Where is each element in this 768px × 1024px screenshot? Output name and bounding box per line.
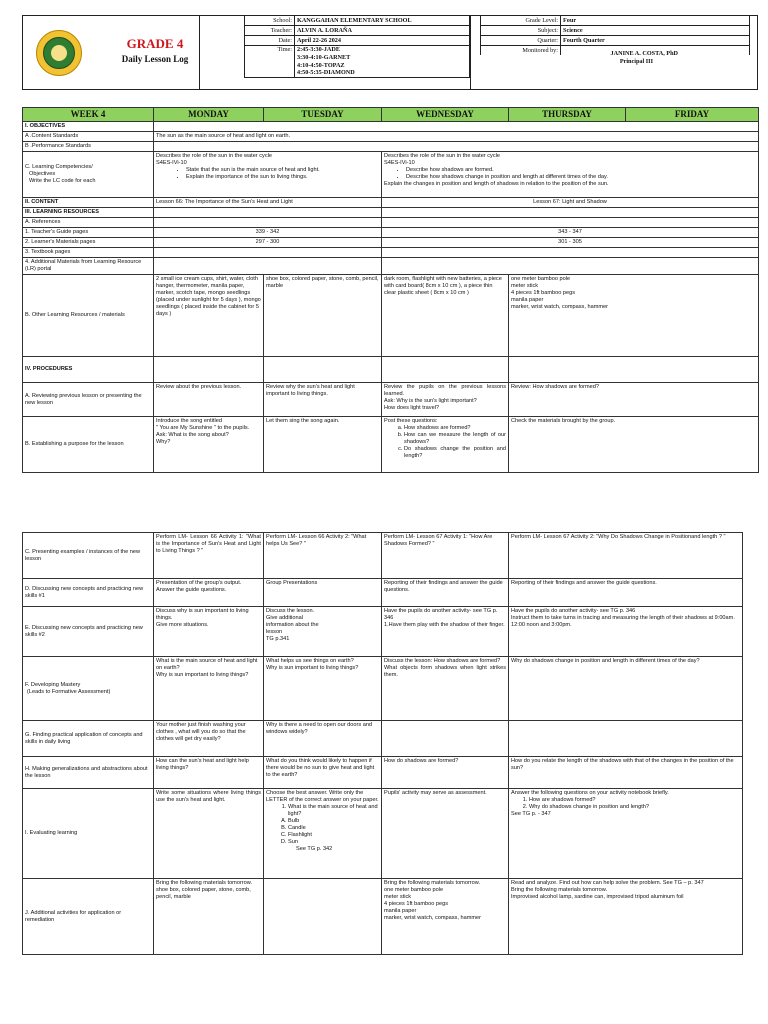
procedure-e-row — [23, 607, 743, 657]
procedure-f-monday — [154, 657, 264, 721]
procedure-c-label: C. Presenting examples / instances of the new lesson — [23, 533, 154, 579]
answer-option: B. Candle — [288, 825, 379, 832]
monitor-name: JANINE A. COSTA, PhD — [610, 50, 678, 57]
procedure-d-thursday: Reporting of their findings and answer the guide questions. — [509, 579, 743, 607]
textbook-row — [23, 248, 759, 258]
grade-title: GRADE 4 — [126, 36, 184, 51]
performance-standards-row — [23, 142, 759, 152]
procedure-i-label: I. Evaluating learning — [23, 789, 154, 879]
competency-text: Explain the changes in position and length of shadows in relation to the position of the sun. — [384, 181, 609, 188]
procedures-label: IV. PROCEDURES — [23, 357, 154, 383]
other-resources-wednesday: dark room, flashlight with new batteries, a piece with card board( 8cm x 10 cm ), a piece thin clear plastic sheet ( 8cm x 10 cm ) — [382, 275, 509, 357]
time-slot: 4:50-5:35-DIAMOND — [297, 69, 355, 77]
procedure-text: Bring the following materials tomorrow. — [511, 886, 608, 893]
material-item: manila paper — [511, 297, 544, 304]
monday-header: MONDAY — [154, 108, 264, 122]
procedure-text: How does light travel? — [384, 405, 440, 412]
competencies-mon-tue — [154, 152, 382, 198]
procedure-text: Ask: Why is the sun's light important? — [384, 398, 477, 405]
procedure-j-row — [23, 879, 743, 955]
procedure-h-tuesday: What do you think would likely to happen if there would be no sun to give heat and light to the earth? — [264, 757, 382, 789]
procedure-j-monday — [154, 879, 264, 955]
content-label: II. CONTENT — [23, 198, 154, 208]
procedure-text: shoe box, colored paper, stone, comb, pencil, marble — [156, 886, 251, 900]
procedure-text: TG p.341 — [266, 635, 290, 642]
time-slot: 4:10-4:50-TOPAZ — [297, 61, 345, 69]
lesson-table-page-2 — [22, 532, 743, 955]
material-item: 4 pieces 1ft bamboo pegs — [384, 900, 449, 907]
procedure-i-thursday — [509, 789, 743, 879]
procedure-f-label — [23, 657, 154, 721]
procedure-j-wednesday — [382, 879, 509, 955]
header-info-right — [480, 15, 750, 55]
references-label: A. References — [23, 218, 154, 228]
competencies-label-line: Objectives — [29, 171, 56, 178]
procedure-b-row — [23, 417, 759, 473]
procedure-text: Instruct them to take turns in tracing and measuring the length of their shadows at 9:00am. 12:00 noon and 3:00pm. — [511, 614, 735, 628]
learners-materials-pages-66: 297 - 300 — [154, 238, 382, 248]
procedure-text: Answer the guide questions. — [156, 586, 227, 593]
competencies-label-line: C. Learning Competencies/ — [25, 164, 93, 171]
content-standards-row — [23, 132, 759, 142]
monitor-block — [470, 50, 758, 66]
learners-materials-row — [23, 238, 759, 248]
textbook-label: 3. Textbook pages — [23, 248, 154, 258]
competency-text: Describes the role of the sun in the water cycle — [156, 153, 272, 160]
procedure-b-thursday: Check the materials brought by the group. — [509, 417, 759, 473]
school-label: School: — [245, 16, 295, 26]
teachers-guide-row — [23, 228, 759, 238]
procedure-e-tuesday — [264, 607, 382, 657]
procedure-text: Review the pupils on the previous lessons learned. — [384, 384, 506, 398]
procedure-text: What helps us see things on earth? — [266, 658, 354, 664]
competencies-label-line: Write the LC code for each — [29, 178, 96, 185]
learning-resources-row — [23, 208, 759, 218]
procedure-text: Improvised alcohol lamp, sardine can, improvised tripod aluminum foil — [511, 893, 684, 900]
other-resources-monday: 2 small ice cream cups, shirt, water, cloth hanger, thermometer, manila paper, marker, scotch tape, mongo seedlings (placed under sunlight for 5 days ), mongo seedlings ( placed inside the cabinet for 5 days ) — [154, 275, 264, 357]
other-resources-row — [23, 275, 759, 357]
question-item: a. How shadows are formed? — [404, 425, 506, 432]
competency-text: Describes the role of the sun in the water cycle — [384, 153, 500, 160]
subject-label: Subject: — [481, 26, 561, 36]
answer-option: C. Flashlight — [288, 832, 379, 839]
other-resources-label: B. Other Learning Resources / materials — [23, 275, 154, 357]
procedure-e-thursday — [509, 607, 743, 657]
monitor-title: Principal III — [619, 57, 653, 65]
procedure-i-monday: Write some situations where living things use the sun's heat and light. — [154, 789, 264, 879]
procedure-text: 1.Have them play with the shadow of their finger. — [384, 621, 505, 628]
quarter-label: Quarter: — [481, 36, 561, 46]
procedure-a-label: A. Reviewing previous lesson or presenting the new lesson — [23, 383, 154, 417]
procedure-text: Discuss the lesson: How shadows are formed? — [384, 658, 501, 664]
procedure-text: See TG p. - 347 — [511, 810, 551, 817]
question-item: 1. What is the main source of heat and light? — [288, 804, 379, 818]
procedure-g-monday: Your mother just finish washing your clothes , what will you do so that the clothes will get dry easily? — [154, 721, 264, 757]
question-item: 2. Why do shadows change in position and length? — [529, 804, 740, 811]
procedure-i-row — [23, 789, 743, 879]
references-row — [23, 218, 759, 228]
question-item: c. Do shadows change the position and length? — [404, 446, 506, 460]
school-value: KANGGAHAN ELEMENTARY SCHOOL — [295, 16, 470, 26]
week-header: WEEK 4 — [23, 108, 154, 122]
other-resources-thursday — [509, 275, 759, 357]
procedure-text: Read and analyze. Find out how can help solve the problem. See TG – p. 347 — [511, 880, 704, 886]
procedure-h-row — [23, 757, 743, 789]
teacher-label: Teacher: — [245, 26, 295, 36]
material-item: 4 pieces 1ft bamboo pegs — [511, 290, 576, 297]
performance-standards-label: B .Performance Standards — [23, 142, 154, 152]
content-row — [23, 198, 759, 208]
procedure-e-label: E. Discussing new concepts and practicing new skills #2 — [23, 607, 154, 657]
procedure-label-line: F. Developing Mastery — [25, 681, 81, 688]
procedure-c-wednesday: Perform LM- Lesson 67 Activity 1: "How Are Shadows Formed? " — [382, 533, 509, 579]
procedure-f-thursday: Why do shadows change in position and length in different times of the day? — [509, 657, 743, 721]
procedure-text: Discuss why is sun important to living things. — [156, 608, 249, 621]
lesson-table-page-1 — [22, 107, 759, 473]
material-item: one meter bamboo pole — [384, 886, 444, 893]
time-slot: 3:30-4:10-GARNET — [297, 53, 351, 61]
competency-code: S4ES-IVi-10 — [156, 160, 187, 167]
procedure-text: What objects form shadows when light strikes them. — [384, 664, 506, 678]
procedure-c-thursday: Perform LM- Lesson 67 Activity 2: "Why Do Shadows Change in Positionand length ? " — [509, 533, 743, 579]
procedure-c-tuesday: Perform LM- Lesson 66 Activity 2: "What helps Us See? " — [264, 533, 382, 579]
competency-bullet: • Explain the importance of the sun to living things. — [186, 174, 379, 181]
procedure-text: Post these questions: — [384, 418, 438, 425]
wednesday-header: WEDNESDAY — [382, 108, 509, 122]
objectives-label: I. OBJECTIVES — [23, 122, 154, 132]
procedure-text: Give more situations. — [156, 621, 209, 628]
procedure-h-thursday: How do you relate the length of the shadows with that of the changes in the position of the sun? — [509, 757, 743, 789]
grade-level-value: Four — [561, 16, 750, 26]
content-standards-label: A .Content Standards — [23, 132, 154, 142]
procedure-text: Presentation of the group's output. — [156, 580, 242, 586]
time-slot: 2:45-3:30-JADE — [297, 46, 340, 53]
procedure-h-wednesday: How do shadows are formed? — [382, 757, 509, 789]
procedure-f-tuesday — [264, 657, 382, 721]
teacher-value: ALVIN A. LORAÑA — [295, 26, 470, 36]
date-value: April 22-26 2024 — [295, 36, 470, 46]
procedure-d-tuesday: Group Presentations — [264, 579, 382, 607]
procedure-g-row — [23, 721, 743, 757]
tuesday-header: TUESDAY — [264, 108, 382, 122]
quarter-value: Fourth Quarter — [561, 36, 750, 46]
date-label: Date: — [245, 36, 295, 46]
procedure-e-wednesday — [382, 607, 509, 657]
procedure-a-tuesday: Review why the sun's heat and light important to living things. — [264, 383, 382, 417]
learning-resources-label: III. LEARNING RESOURCES — [23, 208, 154, 218]
monitored-label: Monitored by: — [481, 46, 561, 56]
procedure-d-wednesday: Reporting of their findings and answer the guide questions. — [382, 579, 509, 607]
procedure-text: " You are My Sunshine " to the pupils. — [156, 425, 250, 432]
competencies-label — [23, 152, 154, 198]
procedure-i-tuesday — [264, 789, 382, 879]
procedure-text: Have the pupils do another activity- see TG p. 346 — [511, 608, 636, 614]
header-divider — [199, 15, 200, 90]
teachers-guide-label: 1. Teacher's Guide pages — [23, 228, 154, 238]
content-lesson-67: Lesson 67: Light and Shadow — [382, 198, 759, 208]
procedure-text: Have the pupils do another activity- see TG p. 346 — [384, 608, 498, 621]
procedure-d-row — [23, 579, 743, 607]
other-resources-tuesday: shoe box, colored paper, stone, comb, pencil, marble — [264, 275, 382, 357]
procedure-g-tuesday: Why is there a need to open our doors and windows widely? — [264, 721, 382, 757]
competency-bullet: • Describe how shadows change in position and length at different times of the day. — [406, 174, 756, 181]
competency-bullet: • State that the sun is the main source of heat and light. — [186, 167, 379, 174]
material-item: one meter bamboo pole — [511, 276, 571, 283]
procedure-f-wednesday — [382, 657, 509, 721]
procedure-text: Why is sun important to living things? — [156, 671, 249, 678]
procedure-text: Ask: What is the song about? — [156, 432, 229, 439]
procedure-text: lesson — [266, 628, 283, 635]
procedure-d-label: D. Discussing new concepts and practicing new skills #1 — [23, 579, 154, 607]
subject-value: Science — [561, 26, 750, 36]
procedure-b-monday — [154, 417, 264, 473]
procedure-a-thursday: Review: How shadows are formed? — [509, 383, 759, 417]
material-item: meter stick — [384, 893, 412, 900]
procedure-text: Give additional — [266, 614, 304, 621]
answer-option: D. Sun — [288, 839, 379, 846]
procedure-j-label: J. Additional activities for application or remediation — [23, 879, 154, 955]
competencies-row — [23, 152, 759, 198]
procedure-f-row — [23, 657, 743, 721]
procedure-a-row — [23, 383, 759, 417]
material-item: meter stick — [511, 283, 539, 290]
procedure-b-label: B. Establishing a purpose for the lesson — [23, 417, 154, 473]
procedure-d-monday — [154, 579, 264, 607]
material-item: Bring the following materials tomorrow. — [384, 880, 481, 886]
learners-materials-pages-67: 301 - 305 — [382, 238, 759, 248]
additional-materials-label: 4. Additional Materials from Learning Resource (LR) portal — [23, 258, 154, 275]
procedure-text: Discuss the lesson. — [266, 608, 315, 614]
material-item: marker, wrist watch, compass, hammer — [384, 914, 481, 921]
procedure-text: What is the main source of heat and light on earth? — [156, 658, 258, 671]
procedure-text: information about the — [266, 621, 319, 628]
procedures-row — [23, 357, 759, 383]
procedure-a-wednesday — [382, 383, 509, 417]
procedure-text: Introduce the song entitled — [156, 418, 222, 425]
procedure-text: Answer the following questions on your activity notebook briefly. — [511, 790, 669, 796]
teachers-guide-pages-67: 343 - 347 — [382, 228, 759, 238]
additional-materials-row — [23, 258, 759, 275]
content-standards-value: The sun as the main source of heat and light on earth. — [154, 132, 759, 142]
header-info-left — [244, 15, 470, 78]
procedure-text: See TG p. 342 — [296, 845, 333, 852]
procedure-j-thursday — [509, 879, 743, 955]
procedure-e-monday — [154, 607, 264, 657]
daily-lesson-log-title: Daily Lesson Log — [121, 54, 189, 64]
material-item: manila paper — [384, 907, 417, 914]
thursday-header: THURSDAY — [509, 108, 626, 122]
procedure-text: Why? — [156, 439, 171, 446]
grade-level-label: Grade Level: — [481, 16, 561, 26]
procedure-c-row — [23, 533, 743, 579]
friday-header: FRIDAY — [626, 108, 759, 122]
learners-materials-label: 2. Learner's Materials pages — [23, 238, 154, 248]
material-item: marker, wrist watch, compass, hammer — [511, 304, 608, 311]
question-item: b. How can we measure the length of our shadows? — [404, 432, 506, 446]
school-seal-logo — [36, 30, 82, 76]
procedure-i-wednesday: Pupils' activity may serve as assessment. — [382, 789, 509, 879]
content-lesson-66: Lesson 66: The Importance of the Sun's Heat and Light — [154, 198, 382, 208]
procedure-text: Why is sun important to living things? — [266, 664, 359, 671]
question-item: 1. How are shadows formed? — [529, 797, 740, 804]
procedure-label-line: (Leads to Formative Assessment) — [27, 688, 111, 695]
procedure-h-monday: How can the sun's heat and light help living things? — [154, 757, 264, 789]
objectives-row — [23, 122, 759, 132]
competencies-wed-fri — [382, 152, 759, 198]
competency-code: S4ES-IVi-10 — [384, 160, 415, 167]
time-label: Time: — [245, 46, 295, 78]
procedure-a-monday: Review about the previous lesson. — [154, 383, 264, 417]
procedure-b-tuesday: Let them sing the song again. — [264, 417, 382, 473]
procedure-text: Bring the following materials tomorrow. — [156, 880, 253, 886]
teachers-guide-pages-66: 339 - 342 — [154, 228, 382, 238]
procedure-b-wednesday — [382, 417, 509, 473]
answer-option: A. Bulb — [288, 818, 379, 825]
procedure-h-label: H. Making generalizations and abstractions about the lesson — [23, 757, 154, 789]
competency-bullet: • Describe how shadows are formed. — [406, 167, 756, 174]
time-values — [295, 46, 470, 78]
day-header-row — [23, 108, 759, 122]
procedure-g-label: G. Finding practical application of concepts and skills in daily living — [23, 721, 154, 757]
procedure-c-monday: Perform LM- Lesson 66 Activity 1: "What is the Importance of Sun's Heat and Light to Living Things ? " — [154, 533, 264, 579]
procedure-text: Choose the best answer. Write only the LETTER of the correct answer on your paper. — [266, 790, 379, 803]
